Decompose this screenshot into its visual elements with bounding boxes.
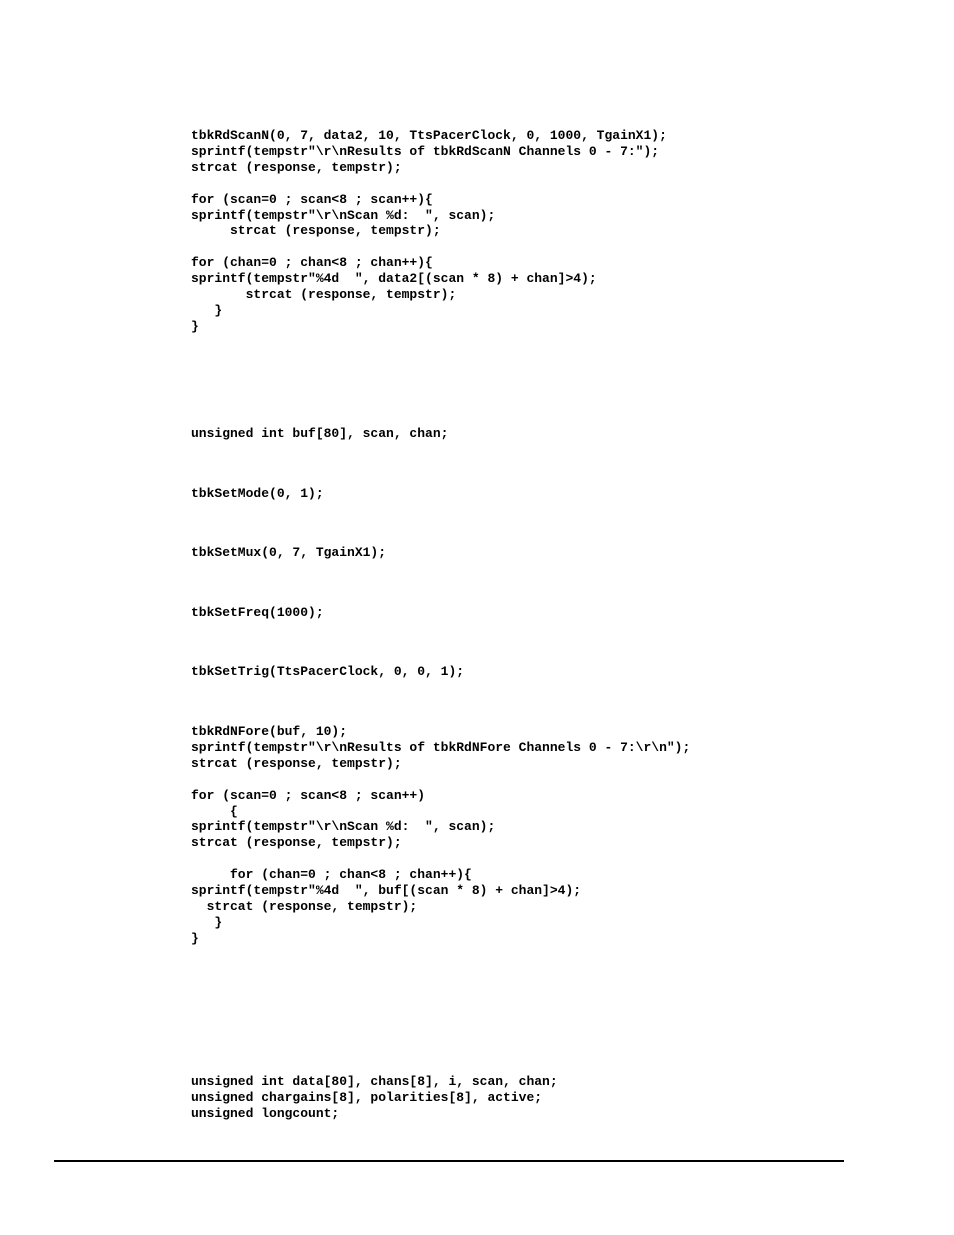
code-block-tbkrdscann-example: tbkRdScanN(0, 7, data2, 10, TtsPacerClock, 0, 1000, TgainX1); sprintf(tempstr"\r\nResults of tbkRdScanN Channels 0 - 7:"); strcat (response, tempstr); for (scan=0 ; scan<8 ; scan++){ sprintf(tempstr"\r\nScan %d: ", scan); strcat (response, tempstr); for (chan=0 ; chan<8 ; chan++){ sprintf(tempstr"%4d ", data2[(scan * 8) + chan]>4); strcat (response, tempstr); } } (191, 128, 667, 334)
code-block-tbksetfreq: tbkSetFreq(1000); (191, 605, 324, 620)
code-block-tbksetmux: tbkSetMux(0, 7, TgainX1); (191, 545, 387, 560)
code-block-data-declarations: unsigned int data[80], chans[8], i, scan, chan; unsigned chargains[8], polarities[8], active; unsigned longcount; (191, 1074, 558, 1121)
code-block-buf-declaration: unsigned int buf[80], scan, chan; (191, 426, 449, 441)
code-block-tbkrdnfore-example: tbkRdNFore(buf, 10); sprintf(tempstr"\r\nResults of tbkRdNFore Channels 0 - 7:\r\n"); strcat (response, tempstr); for (scan=0 ; scan<8 ; scan++) { sprintf(tempstr"\r\nScan %d: ", scan); strcat (response, tempstr); for (chan=0 ; chan<8 ; chan++){ sprintf(tempstr"%4d ", buf[(scan * 8) + chan]>4); strcat (response, tempstr); } } (191, 724, 691, 946)
footer-divider (54, 1160, 844, 1162)
code-block-tbksettrig: tbkSetTrig(TtsPacerClock, 0, 0, 1); (191, 664, 465, 679)
code-block-tbksetmode: tbkSetMode(0, 1); (191, 486, 324, 501)
